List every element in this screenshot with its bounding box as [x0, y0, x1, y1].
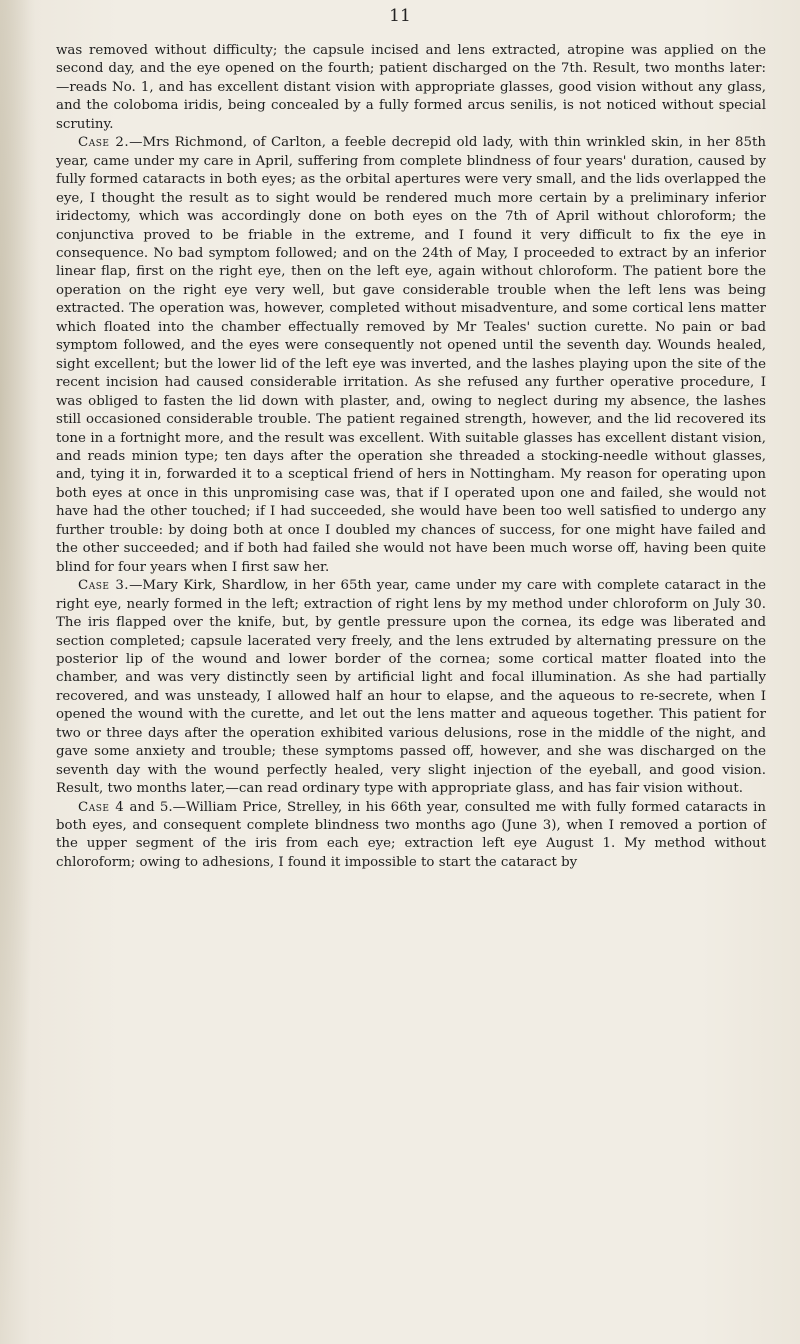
paragraph-text: —Mary Kirk, Shardlow, in her 65th year, came under my care with complete cataract in the right eye, nearly formed in the left; extraction of right lens by my method under chloroform on July 30. The iris flapped over the knife, but, by gentle pressure upon the cornea, its edge was liberated and section completed; capsule lacerated very freely, and the lens extruded by alternating pressure on the posterior lip of the wound and lower border of the cornea; some cortical matter floated into the chamber, and was very distinctly seen by artificial light and focal illumination. As she had partially recovered, and was unsteady, I allowed half an hour to elapse, and the aqueous to re-secrete, when I opened the wound with the curette, and let out the lens matter and aqueous together. This patient for two or three days after the operation exhibited various delusions, rose in the middle of the night, and gave some anxiety and trouble; these symptoms passed off, however, and she was discharged on the seventh day with the wound perfectly healed, very slight injection of the eyeball, and good vision. Result, two months later,—can read ordinary type with appropriate glass, and has fair vision without.	[56, 578, 766, 797]
page-number: 11	[389, 6, 411, 26]
paragraph-case-4-5	[56, 799, 766, 873]
paragraph-text: was removed without difficulty; the capsule incised and lens extracted, atropine was applied on the second day, and the eye opened on the fourth; patient discharged on the 7th. Result, two months later:—reads No. 1, and has excellent distant vision with appropriate glasses, good vision without any glass, and the coloboma iridis, being concealed by a fully formed arcus senilis, is not noticed without special scrutiny.	[56, 43, 766, 132]
case-label: Case 2.	[78, 135, 130, 151]
case-label: Case 3.	[78, 578, 130, 594]
case-label: Case 4	[78, 799, 125, 815]
paragraph-case-2	[56, 134, 766, 577]
paragraph-text: —Mrs Richmond, of Carlton, a feeble decrepid old lady, with thin wrinkled skin, in her 85th year, came under my care in April, suffering from complete blindness of four years' duration, caused by fully formed cataracts in both eyes; as the orbital apertures were very small, and the lids overlapped the eye, I thought the result as to sight would be rendered much more certain by a preliminary inferior iridectomy, which was accordingly done on both eyes on the 7th of April without chloroform; the conjunctiva proved to be friable in the extreme, and I found it very difficult to fix the eye in consequence. No bad symptom followed; and on the 24th of May, I proceeded to extract by an inferior linear flap, first on the right eye, then on the left eye, again without chloroform. The patient bore the operation on the right eye very well, but gave considerable trouble when the left lens was being extracted. The operation was, however, completed without misadventure, and some cortical lens matter which floated into the chamber effectually removed by Mr Teales' suction curette. No pain or bad symptom followed, and the eyes were consequently not opened until the seventh day. Wounds healed, sight excellent; but the lower lid of the left eye was inverted, and the lashes playing upon the site of the recent incision had caused considerable irritation. As she refused any further operative procedure, I was obliged to fasten the lid down with plaster, and, owing to neglect during my absence, the lashes still occasioned considerable trouble. The patient regained strength, however, and the lid recovered its tone in a fortnight more, and the result was excellent. With suitable glasses has excellent distant vision, and reads minion type; ten days after the operation she threaded a stocking-needle without glasses, and, tying it in, forwarded it to a sceptical friend of hers in Nottingham. My reason for operating upon both eyes at once in this unpromising case was, that if I operated upon one and failed, she would not have had the other touched; if I had succeeded, she would have been too well satisfied to undergo any further trouble: by doing both at once I doubled my chances of success, for one might have failed and the other succeeded; and if both had failed she would not have been much worse off, having been quite blind for four years when I first saw her.	[56, 135, 766, 575]
paragraph-continuation	[56, 42, 766, 134]
page-edge-stain	[0, 0, 40, 1344]
body-text	[56, 42, 766, 872]
paragraph-case-3	[56, 577, 766, 798]
paragraph-text: and 5.—William Price, Strelley, in his 66th year, consulted me with fully formed cataracts in both eyes, and consequent complete blindness two months ago (June 3), when I removed a portion of the upper segment of the iris from each eye; extraction left eye August 1. My method without chloroform; owing to adhesions, I found it impossible to start the cataract by	[56, 799, 766, 870]
